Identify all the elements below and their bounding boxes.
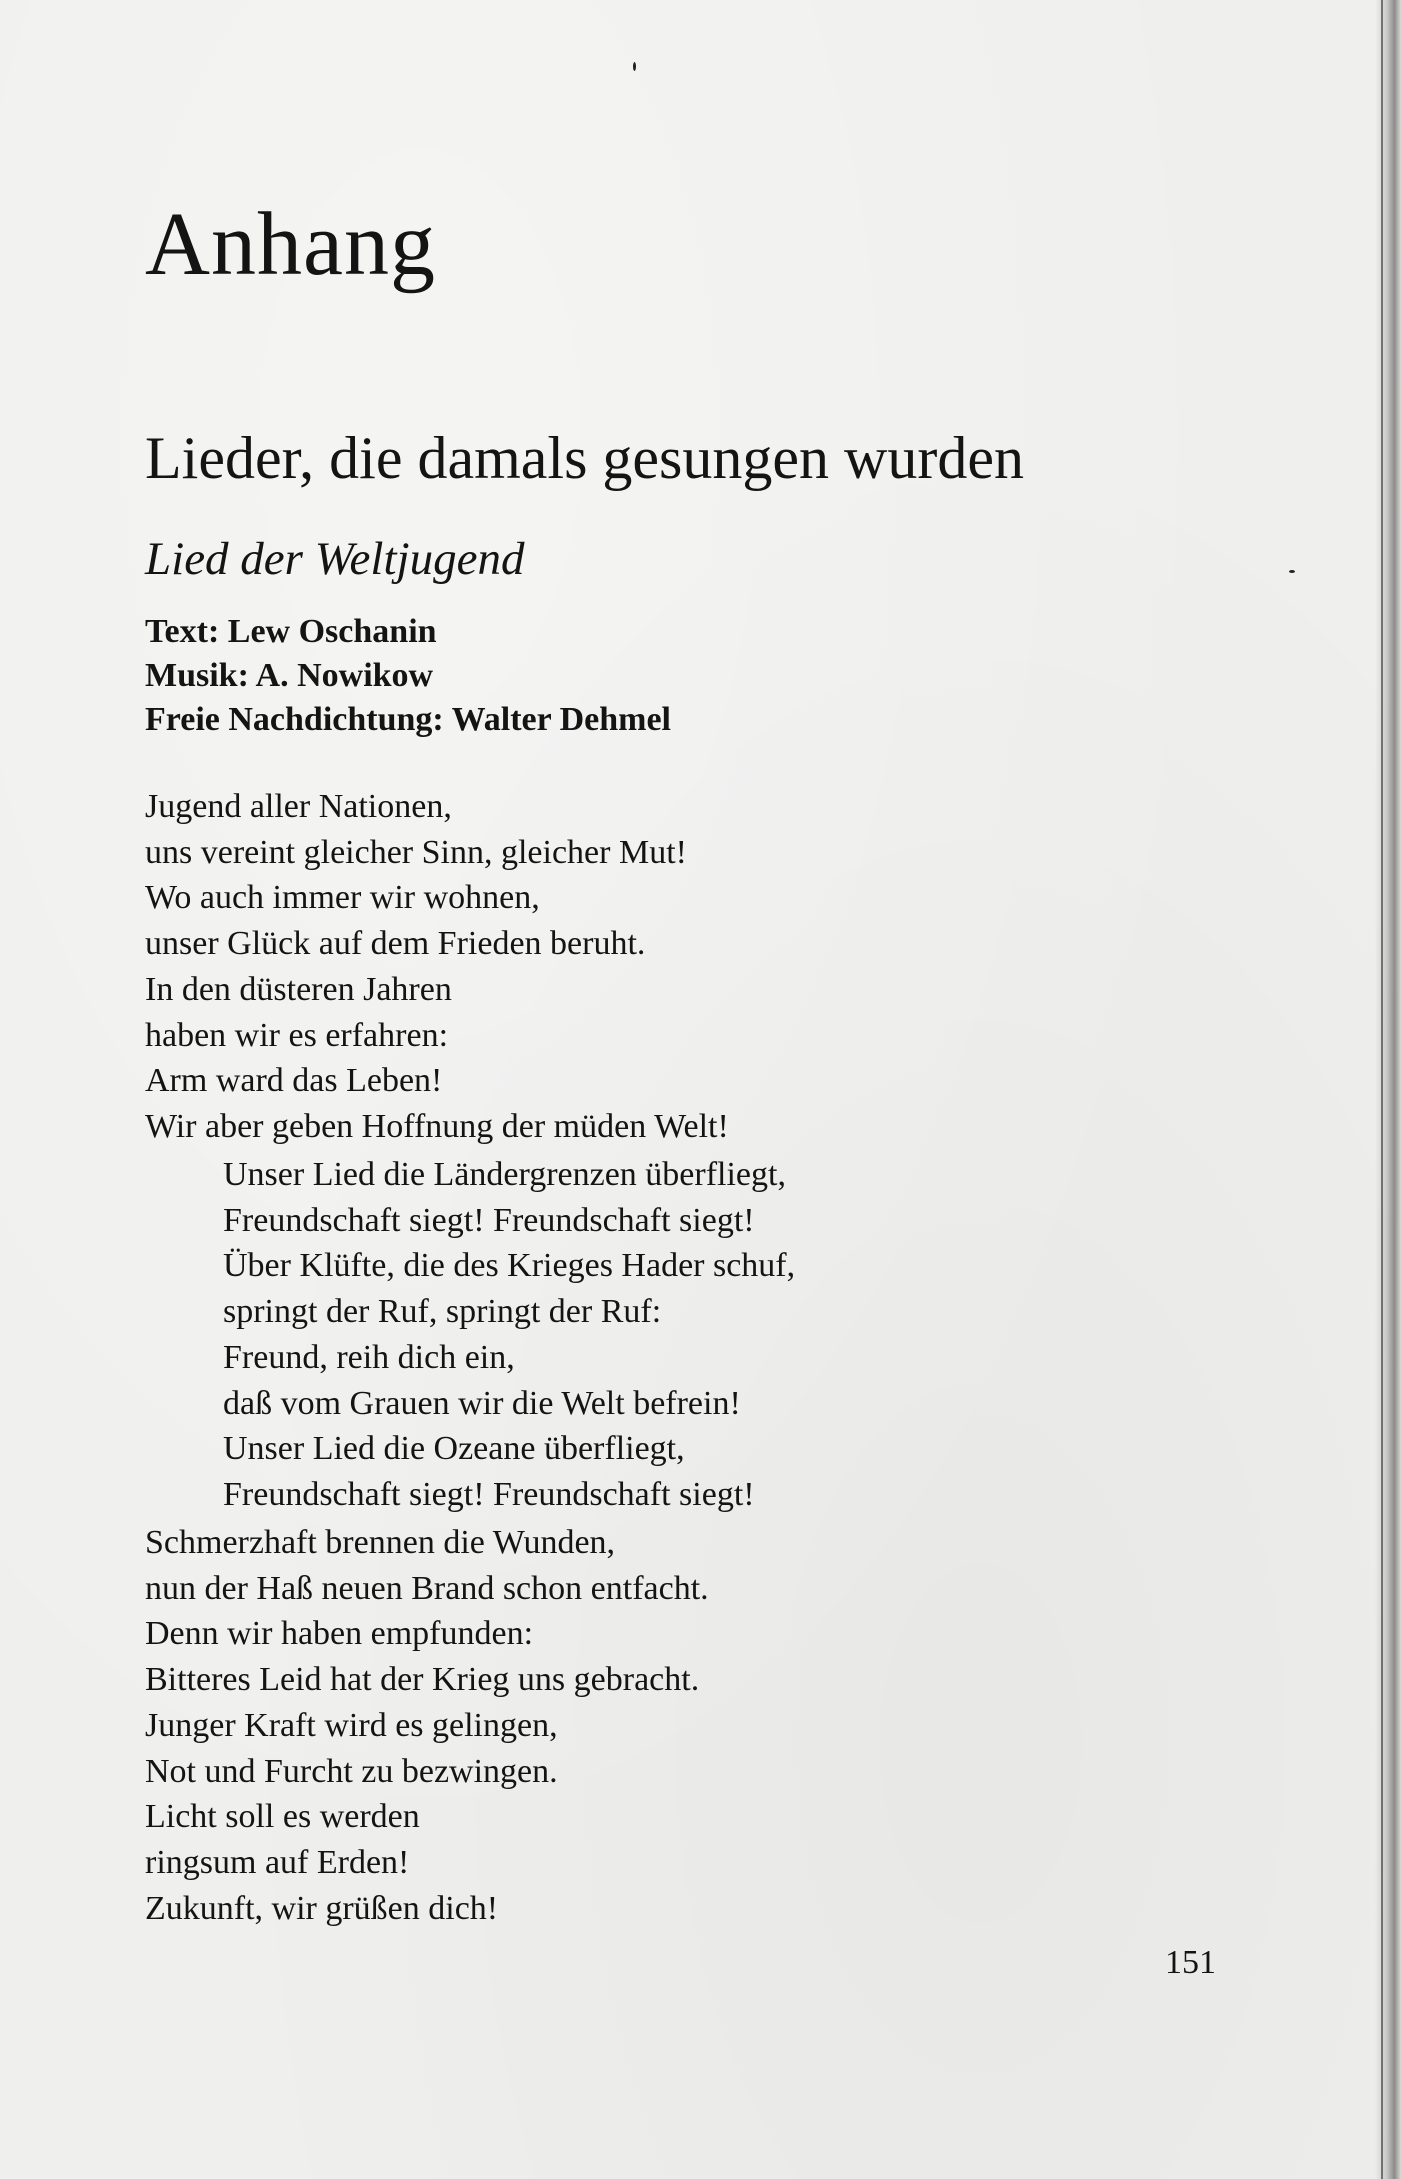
refrain-line: Freund, reih dich ein, <box>223 1338 515 1376</box>
verse-line: Schmerzhaft brennen die Wunden, <box>145 1524 616 1561</box>
verse-line: unser Glück auf dem Frieden beruht. <box>145 925 646 963</box>
page-number: 151 <box>1165 1944 1216 1981</box>
print-speck <box>633 62 636 71</box>
stanza-1 <box>145 784 729 1150</box>
verse-line: Denn wir haben empfunden: <box>145 1615 534 1653</box>
verse-line: Bitteres Leid hat der Krieg uns gebracht. <box>145 1661 700 1699</box>
song-credits <box>145 610 671 742</box>
verse-line: In den düsteren Jahren <box>145 970 452 1008</box>
verse-line: ringsum auf Erden! <box>145 1843 410 1881</box>
print-speck <box>1289 570 1295 573</box>
verse-line: Wir aber geben Hoffnung der müden Welt! <box>145 1107 729 1145</box>
verse-line: Jugend aller Nationen, <box>145 788 452 825</box>
verse-line: Arm ward das Leben! <box>145 1062 443 1100</box>
verse-line: Wo auch immer wir wohnen, <box>145 879 540 917</box>
verse-line: Licht soll es werden <box>145 1798 420 1836</box>
refrain-line: Über Klüfte, die des Krieges Hader schuf, <box>223 1247 796 1285</box>
page-edge-line <box>1381 0 1383 2179</box>
refrain-line: daß vom Grauen wir die Welt befrein! <box>223 1384 741 1422</box>
refrain <box>223 1152 795 1518</box>
refrain-line: Unser Lied die Ozeane überfliegt, <box>223 1430 685 1468</box>
credit-text: Text: Lew Oschanin <box>145 613 437 650</box>
stanza-2 <box>145 1520 709 1931</box>
verse-line: Not und Furcht zu bezwingen. <box>145 1752 558 1790</box>
page-title: Anhang <box>145 195 436 294</box>
credit-adaptation: Freie Nachdichtung: Walter Dehmel <box>145 701 672 738</box>
verse-line: Zukunft, wir grüßen dich! <box>145 1889 499 1927</box>
verse-line: uns vereint gleicher Sinn, gleicher Mut! <box>145 833 687 871</box>
credit-music: Musik: A. Nowikow <box>145 657 434 694</box>
refrain-line: Freundschaft siegt! Freundschaft siegt! <box>223 1475 755 1513</box>
verse-line: nun der Haß neuen Brand schon entfacht. <box>145 1569 709 1607</box>
verse-line: Junger Kraft wird es gelingen, <box>145 1706 558 1744</box>
verse-line: haben wir es erfahren: <box>145 1016 449 1054</box>
song-title: Lied der Weltjugend <box>145 533 525 585</box>
refrain-line: springt der Ruf, springt der Ruf: <box>223 1293 662 1331</box>
refrain-line: Freundschaft siegt! Freundschaft siegt! <box>223 1201 755 1239</box>
page-binding-edge <box>1375 0 1401 2179</box>
section-title: Lieder, die damals gesungen wurden <box>145 425 1024 491</box>
refrain-line: Unser Lied die Ländergrenzen überfliegt, <box>223 1156 786 1193</box>
